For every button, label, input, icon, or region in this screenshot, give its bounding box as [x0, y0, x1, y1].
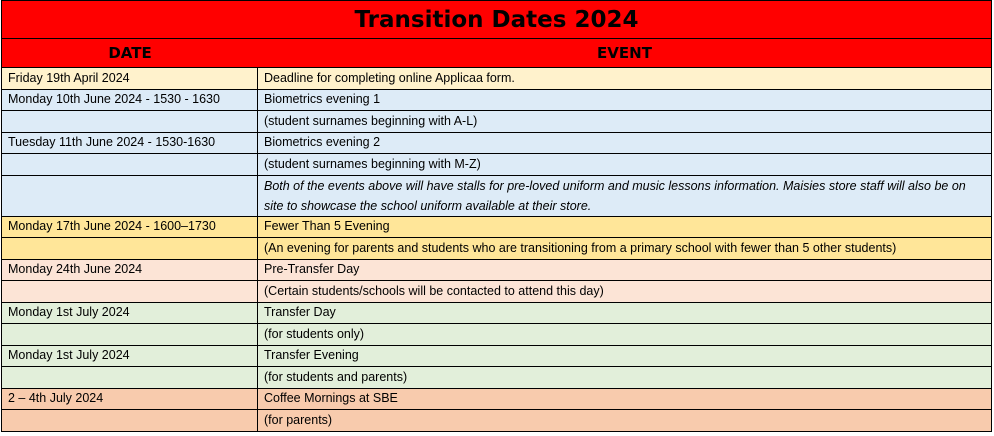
event-column-header: EVENT [597, 44, 652, 62]
event-cell: (for students only) [264, 326, 365, 341]
date-cell [2, 154, 258, 175]
table-row [2, 281, 991, 303]
table-body [1, 68, 992, 432]
date-cell: Monday 10th June 2024 - 1530 - 1630 [2, 90, 258, 111]
table-row [2, 133, 991, 155]
event-cell: Biometrics evening 2 [264, 135, 381, 150]
table-row [2, 389, 991, 411]
date-cell: Monday 1st July 2024 [2, 303, 258, 324]
event-cell: (student surnames beginning with A-L) [264, 113, 478, 128]
table-row [2, 68, 991, 90]
table-row [2, 303, 991, 325]
date-cell: Friday 19th April 2024 [2, 68, 258, 89]
event-cell: Coffee Mornings at SBE [264, 391, 398, 406]
event-cell: (for parents) [264, 412, 333, 427]
date-cell [2, 111, 258, 132]
event-cell: Transfer Evening [264, 348, 359, 363]
event-cell: Transfer Day [264, 305, 336, 320]
date-cell: Monday 17th June 2024 - 1600–1730 [2, 217, 258, 238]
table-row [2, 238, 991, 260]
table-row [2, 217, 991, 239]
date-cell: 2 – 4th July 2024 [2, 389, 258, 410]
date-cell [2, 324, 258, 345]
date-cell [2, 238, 258, 259]
table-row [2, 111, 991, 133]
event-cell: (student surnames beginning with M-Z) [264, 156, 481, 171]
event-cell: Fewer Than 5 Evening [264, 219, 390, 234]
event-cell: (An evening for parents and students who are transitioning from a primary school with fewer than 5 other students) [264, 240, 897, 255]
table-row [2, 410, 991, 432]
table-row [2, 324, 991, 346]
event-cell: (for students and parents) [264, 369, 408, 384]
table-row [2, 346, 991, 368]
table-row [2, 154, 991, 176]
table-row [2, 176, 991, 217]
date-cell: Tuesday 11th June 2024 - 1530-1630 [2, 133, 258, 154]
event-cell: Biometrics evening 1 [264, 92, 381, 107]
table-row [2, 260, 991, 282]
date-cell [2, 410, 258, 431]
event-cell: Deadline for completing online Applicaa form. [264, 70, 515, 85]
table-row [2, 367, 991, 389]
event-cell: Both of the events above will have stalls for pre-loved uniform and music lessons information. Maisies store staff will also be on site to showcase the school uniform available at their store. [264, 178, 966, 213]
event-cell: Pre-Transfer Day [264, 262, 360, 277]
date-cell: Monday 1st July 2024 [2, 346, 258, 367]
table-title: Transition Dates 2024 [1, 0, 992, 39]
date-cell [2, 367, 258, 388]
table-row [2, 90, 991, 112]
table-header-row [1, 39, 992, 68]
date-column-header: DATE [108, 44, 152, 62]
date-cell [2, 176, 258, 216]
date-cell: Monday 24th June 2024 [2, 260, 258, 281]
date-cell [2, 281, 258, 302]
event-cell: (Certain students/schools will be contacted to attend this day) [264, 283, 604, 298]
